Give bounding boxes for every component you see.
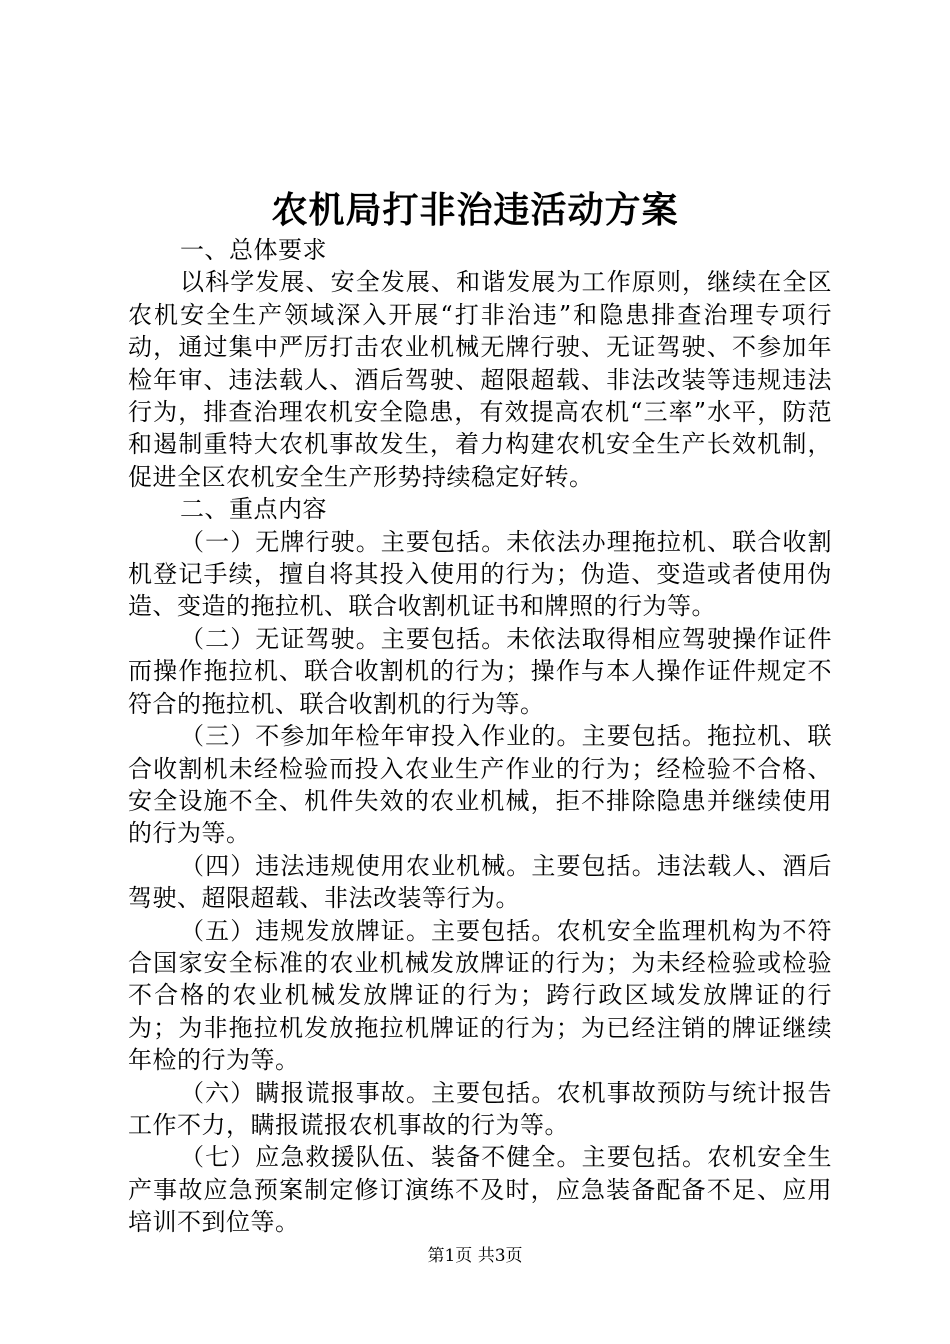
paragraph-item-2: （二）无证驾驶。主要包括。未依法取得相应驾驶操作证件而操作拖拉机、联合收割机的行为；操作与本人操作证件规定不符合的拖拉机、联合收割机的行为等。 [128,624,832,718]
paragraph-general-requirements: 以科学发展、安全发展、和谐发展为工作原则，继续在全区农机安全生产领域深入开展“打非治违”和隐患排查治理专项行动，通过集中严厉打击农业机械无牌行驶、无证驾驶、不参加年检年审、违法载人、酒后驾驶、超限超载、非法改装等违规违法行为，排查治理农机安全隐患，有效提高农机“三率”水平，防范和遏制重特大农机事故发生，着力构建农机安全生产长效机制，促进全区农机安全生产形势持续稳定好转。 [128,268,832,491]
document-title: 农机局打非治违活动方案 [271,189,679,231]
paragraph-item-5: （五）违规发放牌证。主要包括。农机安全监理机构为不符合国家安全标准的农业机械发放牌证的行为；为未经检验或检验不合格的农业机械发放牌证的行为；跨行政区域发放牌证的行为；为非拖拉机发放拖拉机牌证的行为；为已经注销的牌证继续年检的行为等。 [128,916,832,1075]
document-body [128,234,832,1239]
paragraph-item-1: （一）无牌行驶。主要包括。未依法办理拖拉机、联合收割机登记手续，擅自将其投入使用的行为；伪造、变造或者使用伪造、变造的拖拉机、联合收割机证书和牌照的行为等。 [128,527,832,621]
section-heading-key-content: 二、重点内容 [180,495,327,524]
page-footer: 第1页 共3页 [427,1246,523,1266]
paragraph-item-6: （六）瞒报谎报事故。主要包括。农机事故预防与统计报告工作不力，瞒报谎报农机事故的行为等。 [128,1078,832,1139]
paragraph-item-3: （三）不参加年检年审投入作业的。主要包括。拖拉机、联合收割机未经检验而投入农业生产作业的行为；经检验不合格、安全设施不全、机件失效的农业机械，拒不排除隐患并继续使用的行为等。 [128,722,832,848]
paragraph-item-4: （四）违法违规使用农业机械。主要包括。违法载人、酒后驾驶、超限超载、非法改装等行为。 [128,851,832,913]
paragraph-item-7: （七）应急救援队伍、装备不健全。主要包括。农机安全生产事故应急预案制定修订演练不及时，应急装备配备不足、应用培训不到位等。 [128,1143,832,1237]
section-heading-general-requirements: 一、总体要求 [180,236,327,264]
